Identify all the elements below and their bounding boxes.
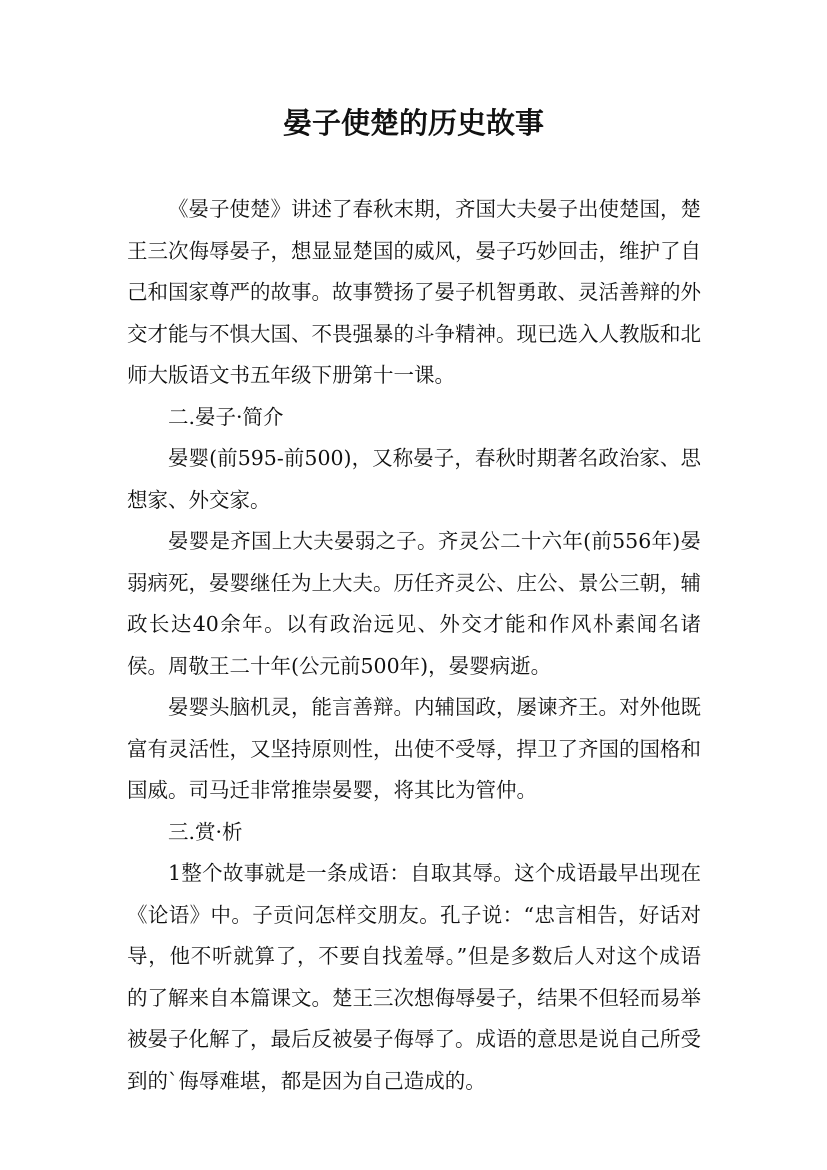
paragraph-analysis-1: 1整个故事就是一条成语：自取其辱。这个成语最早出现在《论语》中。子贡问怎样交朋友。孔子说：“忠言相告，好话对导，他不听就算了，不要自找羞辱。”但是多数后人对这个成语的了解来自本篇课文。楚王三次想侮辱晏子，结果不但轻而易举被晏子化解了，最后反被晏子侮辱了。成语的意思是说自己所受到的`侮辱难堪，都是因为自己造成的。 [127, 861, 701, 1093]
paragraph-intro: 《晏子使楚》讲述了春秋末期，齐国大夫晏子出使楚国，楚王三次侮辱晏子，想显显楚国的威风，晏子巧妙回击，维护了自己和国家尊严的故事。故事赞扬了晏子机智勇敢、灵活善辩的外交才能与不惧大国、不畏强暴的斗争精神。现已选入人教版和北师大版语文书五年级下册第十一课。 [127, 197, 701, 387]
document-title: 晏子使楚的历史故事 [282, 106, 544, 140]
document-body [127, 189, 701, 1102]
paragraph-bio-summary: 晏婴(前595-前500)，又称晏子，春秋时期著名政治家、思想家、外交家。 [127, 446, 701, 512]
paragraph-bio-character: 晏婴头脑机灵，能言善辩。内辅国政，屡谏齐王。对外他既富有灵活性，又坚持原则性，出使不受辱，捍卫了齐国的国格和国威。司马迁非常推崇晏婴，将其比为管仲。 [127, 695, 701, 802]
paragraph-bio-career: 晏婴是齐国上大夫晏弱之子。齐灵公二十六年(前556年)晏弱病死，晏婴继任为上大夫。历任齐灵公、庄公、景公三朝，辅政长达40余年。以有政治远见、外交才能和作风朴素闻名诸侯。周敬王二十年(公元前500年)，晏婴病逝。 [127, 529, 701, 678]
section-heading-bio: 二.晏子·简介 [168, 404, 284, 429]
section-heading-analysis: 三.赏·析 [168, 819, 243, 844]
